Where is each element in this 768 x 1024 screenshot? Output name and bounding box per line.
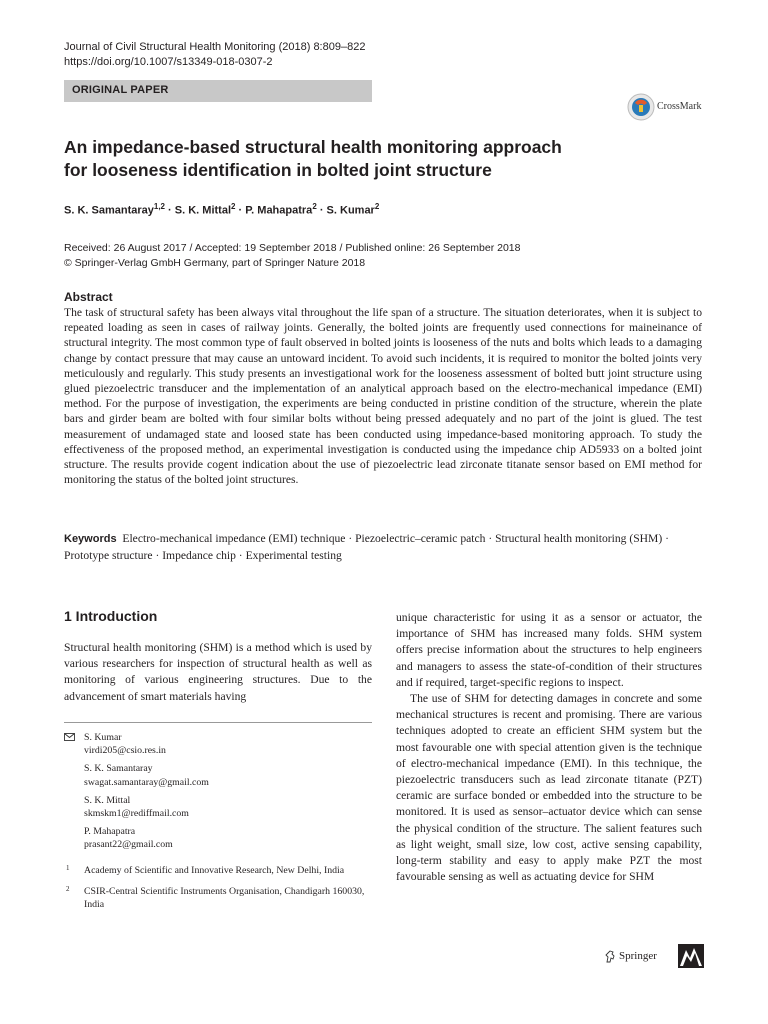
intro-paragraph: unique characteristic for using it as a sensor or actuator, the importance of SHM has increased many folds. SHM system offers precise information about the structures to help engineers and managers to assess the state-of-condition of their structures and if required, target-specific regions to inspect.	[396, 611, 702, 689]
contact-name: S. K. Samantaray	[84, 763, 153, 775]
article-type-label: ORIGINAL PAPER	[72, 84, 169, 96]
right-column	[396, 610, 702, 885]
springer-horse-icon	[605, 950, 616, 963]
section-heading-introduction: 1 Introduction	[64, 608, 158, 624]
contact-email[interactable]: virdi205@csio.res.in	[84, 745, 166, 757]
author-separator: ·	[235, 204, 246, 217]
author-affiliation: 2	[231, 202, 236, 211]
contact-entry	[64, 762, 372, 788]
publication-info	[64, 241, 521, 271]
intro-paragraph: The use of SHM for detecting damages in concrete and some mechanical structures is recent and promising. There are various techniques adopted to create an efficient SHM system but the most favourable one with special attention given is the technique of electro-mechanical impedance (EMI). In this technique, the piezoelectric transducers such as lead zirconate titanate (PZT) ceramic are surface bonded or embedded into the structure to be monitored. It is used as sensor–actuator device which can sense the physical condition of the structure. The salient features such as light weight, small size, low cost, active sensing capability, long-term stability and easy to apply make PZT the most favourable sensing as well as actuating device for SHM	[396, 692, 702, 884]
corresponding-contacts	[64, 731, 372, 911]
title-line: An impedance-based structural health monitoring approach	[64, 137, 562, 157]
affiliation-text: CSIR-Central Scientific Instruments Organisation, Chandigarh 160030, India	[84, 885, 365, 911]
envelope-icon	[64, 733, 75, 741]
contact-email[interactable]: skmskm1@rediffmail.com	[84, 808, 189, 820]
intro-paragraph: Structural health monitoring (SHM) is a method which is used by various researchers for inspection of structural health as well as monitoring of various engineering structures. Due to the advancement of smart materials having	[64, 641, 372, 703]
crossmark-icon	[627, 93, 655, 121]
author-name: P. Mahapatra	[245, 204, 313, 217]
paper-title	[64, 136, 624, 182]
affiliation-number: 2	[66, 884, 70, 893]
doi-link[interactable]: https://doi.org/10.1007/s13349-018-0307-2	[64, 56, 273, 68]
journal-header	[64, 40, 365, 70]
publisher-name: Springer	[619, 950, 657, 962]
keywords-label: Keywords	[64, 533, 117, 545]
author-affiliation: 2	[312, 202, 317, 211]
crossmark-badge[interactable]	[627, 93, 727, 123]
abstract-text: The task of structural safety has been always vital throughout the life span of a structure. The situation deteriorates, when it is subject to repeated loading as seen in cases of railway joints. Generally, the bolted joints are frequently used connections for maineinance of structural integrity. The most common type of fault observed in bolted joints is looseness of the nuts and bolts which leads to a damaging change by contact pressure that may cause an untoward incident. To avoid such incidents, it is required to monitor the bolted joints very meticulously and regularly. This study presents an investigational work for the looseness assessment of bolted butt joint structure using glued piezoelectric transducer and the implementation of an analytical approach based on the electro-mechanical impedance (EMI) method. For the purpose of investigation, the experiments are being conducted in pristine condition of the structure, wherein the plate bars and girder beam are bolted with four similar bolts without being pressed adequately and no part of the joint is glued. The test measurement of undamaged state and loosed state has been conducted using impedance-based monitoring approach. To study the effectiveness of the proposed method, an experimental investigation is conducted using the impedance chip AD5933 on a bolted joint structure. The results provide cogent indication about the use of piezoelectric lead zirconate titanate sensor based on EMI method for monitoring the status of the bolted joint structures.	[64, 306, 702, 487]
publication-dates: Received: 26 August 2017 / Accepted: 19 September 2018 / Published online: 26 September 2018	[64, 242, 521, 254]
affiliation-entry	[64, 885, 372, 911]
journal-citation: Journal of Civil Structural Health Monitoring (2018) 8:809–822	[64, 41, 366, 53]
contact-name: S. Kumar	[84, 732, 122, 743]
footnote-divider	[64, 722, 372, 723]
contact-entry	[64, 794, 372, 820]
keywords-block	[64, 531, 702, 564]
title-line: for looseness identification in bolted joint structure	[64, 160, 492, 180]
affiliation-entry	[64, 864, 372, 877]
contact-name: S. K. Mittal	[84, 794, 131, 806]
author-separator: ·	[316, 204, 327, 217]
contact-name: P. Mahapatra	[84, 826, 136, 838]
author-name: S. K. Samantaray	[64, 204, 154, 217]
contact-email[interactable]: prasant22@gmail.com	[84, 839, 173, 851]
affiliation-number: 1	[66, 863, 70, 872]
author-affiliation: 2	[374, 202, 380, 211]
author-name: S. Kumar	[326, 204, 375, 217]
article-type-banner	[64, 80, 372, 102]
author-affiliation: 1,2	[153, 202, 165, 211]
contact-entry	[64, 731, 372, 757]
author-name: S. K. Mittal	[174, 204, 232, 217]
author-separator: ·	[165, 204, 175, 217]
copyright-notice: © Springer-Verlag GmbH Germany, part of Springer Nature 2018	[64, 257, 366, 269]
abstract-heading: Abstract	[64, 290, 113, 304]
publisher-mark	[619, 950, 657, 962]
contact-entry	[64, 825, 372, 851]
crossmark-label: CrossMark	[657, 101, 702, 112]
publisher-logo-icon	[678, 944, 704, 968]
contact-email[interactable]: swagat.samantaray@gmail.com	[84, 776, 209, 788]
keywords-list: Electro-mechanical impedance (EMI) technique · Piezoelectric–ceramic patch · Structural health monitoring (SHM) · Prototype structure · Impedance chip · Experimental testing	[64, 532, 669, 562]
affiliation-text: Academy of Scientific and Innovative Research, New Delhi, India	[84, 864, 345, 876]
author-list	[64, 202, 379, 217]
